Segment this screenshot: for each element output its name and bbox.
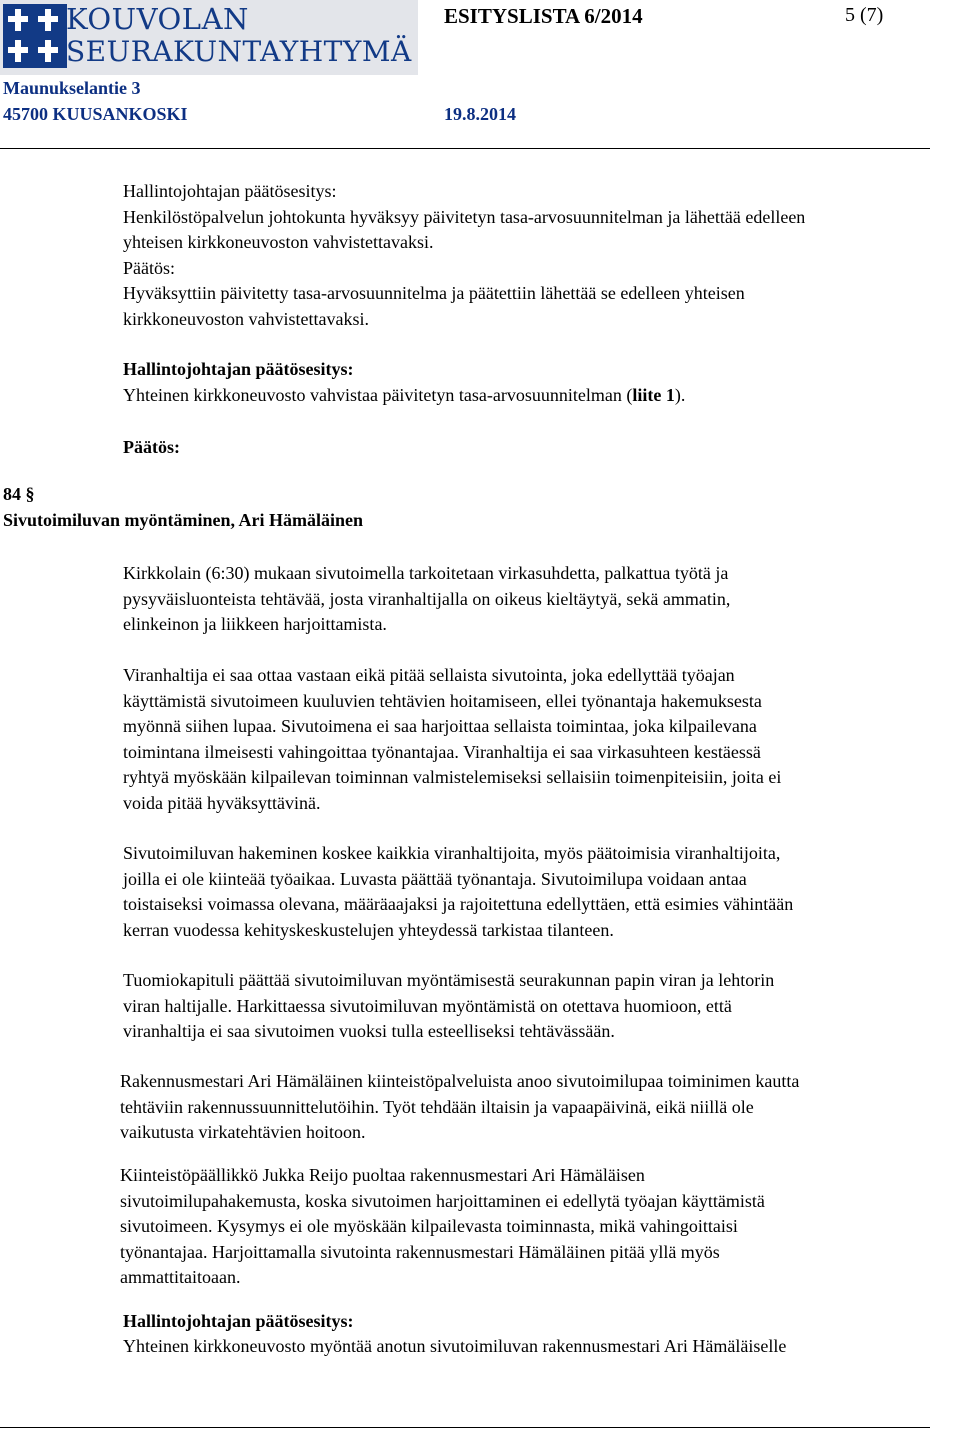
paragraph: Kiinteistöpäällikkö Jukka Reijo puoltaa rakennusmestari Ari Hämäläisen sivutoimilupahakemusta, koska sivutoimen harjoittaminen ei edellytä työajan käyttämistä sivutoimeen. Kysymys ei ole myöskään kilpailevasta toiminnasta, mikä vahingoittaisi työnantajaa. Harjoittamalla sivutointa rakennusmestari Hämäläinen pitää yllä myös ammattitaitoaan. xyxy=(120,1165,765,1287)
decision-text-line: Hyväksyttiin päivitetty tasa-arvosuunnitelma ja päätettiin lähettää se edelleen yhteisen xyxy=(123,283,745,303)
proposal-text: Yhteinen kirkkoneuvosto vahvistaa päivitetyn tasa-arvosuunnitelman (liite 1). xyxy=(123,385,686,405)
proposal-text: Yhteinen kirkkoneuvosto myöntää anotun sivutoimiluvan rakennusmestari Ari Hämäläiselle xyxy=(123,1336,787,1356)
proposal-label: Hallintojohtajan päätösesitys: xyxy=(123,181,337,201)
decision-text-line: kirkkoneuvoston vahvistettavaksi. xyxy=(123,308,369,329)
decision-label: Päätös: xyxy=(123,257,175,278)
proposal-label: Hallintojohtajan päätösesitys: xyxy=(123,1311,354,1331)
paragraph: Rakennusmestari Ari Hämäläinen kiinteistöpalveluista anoo sivutoimilupaa toiminimen kautta tehtäviin rakennussuunnittelutöihin. Työt tehdään iltaisin ja vapaapäivinä, eikä niillä ole vaikutusta virkatehtävien hoitoon. xyxy=(120,1071,800,1142)
document-date: 19.8.2014 xyxy=(444,104,516,124)
paragraph: Viranhaltija ei saa ottaa vastaan eikä pitää sellaista sivutointa, joka edellyttää työajan käyttämistä sivutoimeen kuuluvien tehtävien hoitamiseen, ellei työnantaja hakemuksesta myönnä siihen lupaa. Sivutoimena ei saa harjoittaa sellaista toimintaa, joka kilpailevana toimintana ilmeisesti vahingoittaa työnantajaa. Viranhaltija ei saa virkasuhteen kestäessä ryhtyä myöskään kilpailevan toiminnan valmistelemiseksi sellaisiin toimenpiteisiin, joita ei voida pitää hyväksyttävinä. xyxy=(123,665,782,813)
paragraph: Kirkkolain (6:30) mukaan sivutoimella tarkoitetaan virkasuhdetta, palkattua työtä ja pysyväisluonteista tehtävää, josta viranhaltijalla on oikeus kieltäytyä, sekä ammatin, elinkeinon ja liikkeen harjoittamista. xyxy=(123,563,731,634)
proposal-text-line: Henkilöstöpalvelun johtokunta hyväksyy päivitetyn tasa-arvosuunnitelman ja lähettää edelleen xyxy=(123,206,806,227)
four-crosses-logo-icon xyxy=(3,4,67,68)
header-rule xyxy=(0,148,930,149)
paragraph: Sivutoimiluvan hakeminen koskee kaikkia viranhaltijoita, myös päätoimisia viranhaltijoita, joilla ei ole kiinteää työaikaa. Luvasta päättää työnantaja. Sivutoimilupa voidaan antaa toistaiseksi voimassa olevana, määräaajaksi ja rajoitettuna edellyttäen, että esimies vähintään kerran vuodessa kehityskeskustelujen yhteydessä tarkistaa tilanteen. xyxy=(123,843,794,940)
proposal-label: Hallintojohtajan päätösesitys: xyxy=(123,359,354,379)
org-name-line1: KOUVOLAN xyxy=(66,2,249,36)
proposal-text-line: yhteisen kirkkoneuvoston vahvistettavaksi. xyxy=(123,232,434,252)
decision-label: Päätös: xyxy=(123,437,180,457)
paragraph: Tuomiokapituli päättää sivutoimiluvan myöntämisestä seurakunnan papin viran ja lehtorin viran haltijalle. Harkittaessa sivutoimiluvan myöntämistä on otettava huomioon, että viranhaltija ei saa sivutoimen vuoksi tulla esteelliseksi tehtävässään. xyxy=(123,970,775,1041)
footer-rule xyxy=(0,1427,930,1428)
address-street: Maunukselantie 3 xyxy=(3,78,141,98)
document-title: ESITYSLISTA 6/2014 xyxy=(444,4,643,28)
org-name-line2: SEURAKUNTAYHTYMÄ xyxy=(66,35,412,68)
section-number: 84 § xyxy=(3,484,35,504)
previous-item xyxy=(123,179,805,332)
organization-logo xyxy=(0,0,418,75)
section-title: Sivutoimiluvan myöntäminen, Ari Hämäläinen xyxy=(3,510,364,530)
attachment-reference: liite 1 xyxy=(632,385,675,405)
page-number: 5 (7) xyxy=(845,4,884,26)
address-city: 45700 KUUSANKOSKI xyxy=(3,104,188,124)
